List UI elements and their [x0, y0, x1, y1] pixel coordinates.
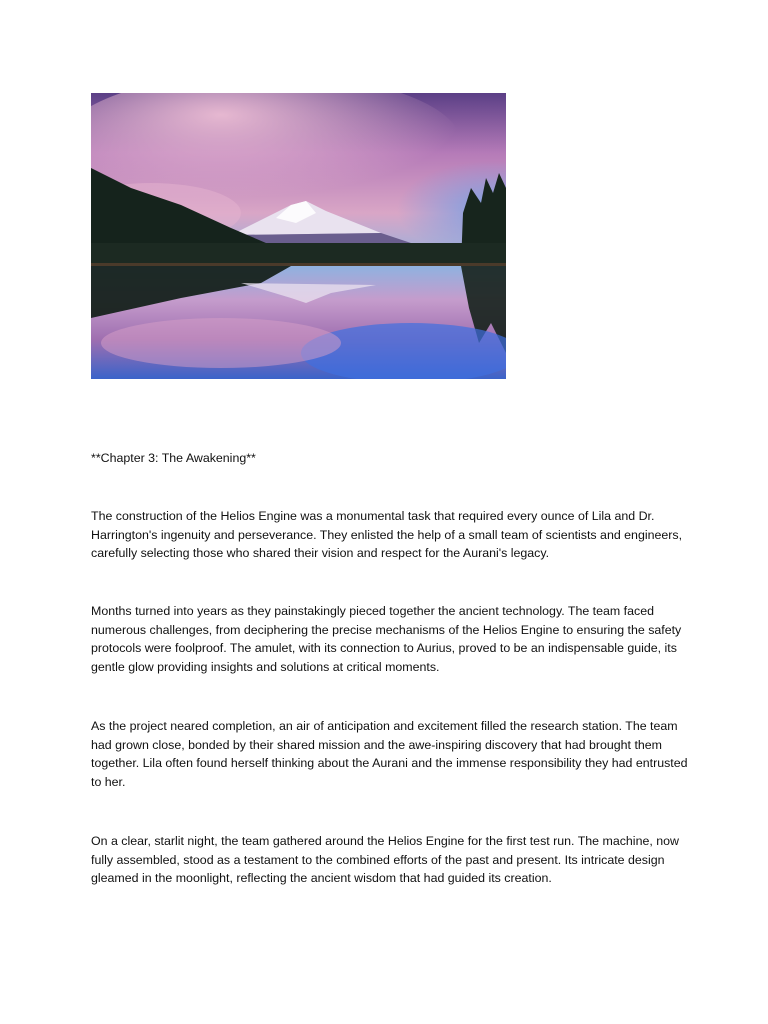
paragraph-4: On a clear, starlit night, the team gathered around the Helios Engine for the first test run. The machine, now fully assembled, stood as a testament to the combined efforts of the past and present. Its intricate design gleamed in the moonlight, reflecting the ancient wisdom that had guided its creation. [91, 834, 679, 885]
paragraph-3: As the project neared completion, an air of anticipation and excitement filled the research station. The team had grown close, bonded by their shared mission and the awe-inspiring discovery that had brought them together. Lila often found herself thinking about the Aurani and the immense responsibility they had entrusted to her. [91, 719, 688, 789]
chapter-heading: **Chapter 3: The Awakening** [91, 451, 256, 465]
paragraph-2: Months turned into years as they painstakingly pieced together the ancient technology. The team faced numerous challenges, from deciphering the precise mechanisms of the Helios Engine to ensuring the safety protocols were foolproof. The amulet, with its connection to Aurius, proved to be an indispensable guide, its gentle glow providing insights and solutions at critical moments. [91, 604, 682, 674]
mountain-lake-photo [91, 93, 506, 379]
paragraph-1: The construction of the Helios Engine was a monumental task that required every ounce of Lila and Dr. Harrington's ingenuity and perseverance. They enlisted the help of a small team of scientists and engineers, carefully selecting those who shared their vision and respect for the Aurani's legacy. [91, 509, 683, 560]
